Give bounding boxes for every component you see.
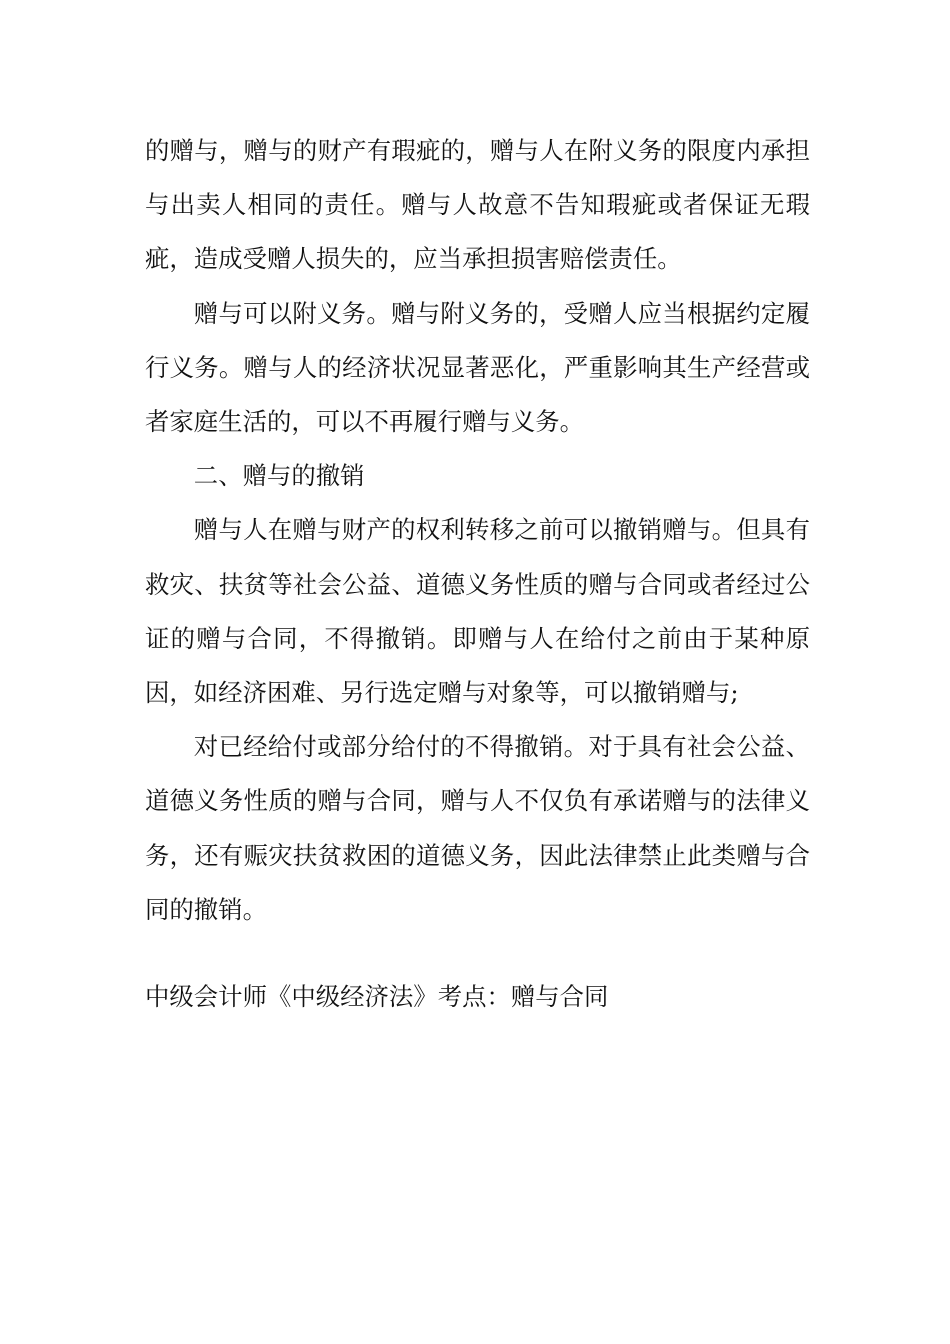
document-body bbox=[145, 124, 810, 937]
section-heading-revocation: 二、赠与的撤销 bbox=[193, 461, 365, 491]
paragraph-no-revocation: 对已经给付或部分给付的不得撤销。对于具有社会公益、道德义务性质的赠与合同，赠与人不仅负有承诺赠与的法律义务，还有赈灾扶贫救困的道德义务，因此法律禁止此类赠与合同的撤销。 bbox=[145, 732, 810, 924]
document-footer-title: 中级会计师《中级经济法》考点：赠与合同 bbox=[145, 982, 609, 1011]
paragraph-gift-obligation: 赠与可以附义务。赠与附义务的，受赠人应当根据约定履行义务。赠与人的经济状况显著恶化，严重影响其生产经营或者家庭生活的，可以不再履行赠与义务。 bbox=[145, 298, 810, 437]
paragraph-continuation: 的赠与，赠与的财产有瑕疵的，赠与人在附义务的限度内承担与出卖人相同的责任。赠与人故意不告知瑕疵或者保证无瑕疵，造成受赠人损失的，应当承担损害赔偿责任。 bbox=[145, 136, 810, 274]
paragraph-revocation-rule: 赠与人在赠与财产的权利转移之前可以撤销赠与。但具有救灾、扶贫等社会公益、道德义务性质的赠与合同或者经过公证的赠与合同，不得撤销。即赠与人在给付之前由于某种原因，如经济困难、另行选定赠与对象等，可以撤销赠与; bbox=[145, 515, 810, 708]
